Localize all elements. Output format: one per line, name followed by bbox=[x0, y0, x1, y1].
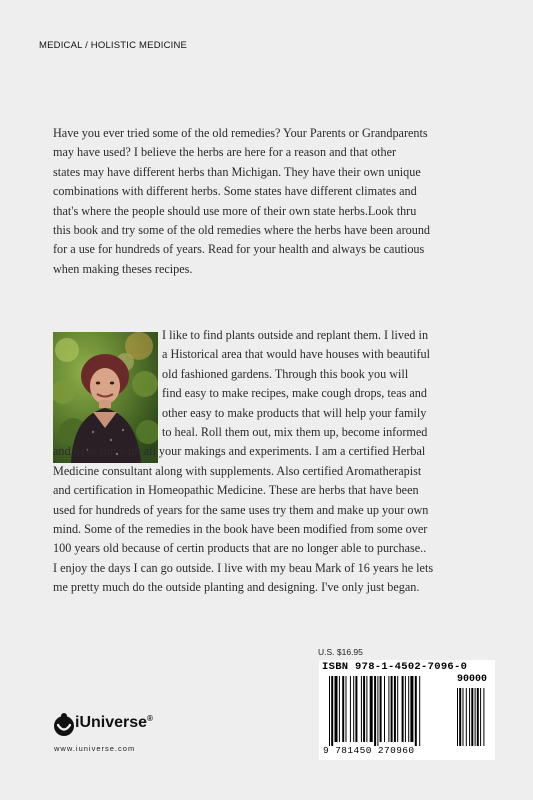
description-line: this book and try some of the old remedies where the herbs have been around bbox=[53, 223, 431, 238]
description-line: when making theses recipes. bbox=[53, 261, 193, 276]
bio-line: to heal. Roll them out, mix them up, become informed bbox=[162, 425, 428, 440]
bio-line: 100 years old because of certin products that are no longer able to purchase.. bbox=[53, 541, 427, 556]
isbn-barcode bbox=[319, 660, 495, 760]
bio-line: I enjoy the days I can go outside. I live with my beau Mark of 16 years he lets bbox=[53, 560, 434, 575]
bio-line: find easy to make recipes, make cough drops, teas and bbox=[162, 386, 427, 401]
barcode-digits: 9 781450 270960 bbox=[323, 745, 415, 756]
bio-line: me pretty much do the outside planting and designing. I've only just began. bbox=[53, 580, 420, 595]
description-line: states may have different herbs than Michigan. They have their own unique bbox=[53, 164, 421, 179]
bio-line: and have fun with all your makings and experiments. I am a certified Herbal bbox=[53, 444, 426, 459]
bio-line: other easy to make products that will help your family bbox=[162, 405, 427, 420]
publisher-name-text: iUniverse bbox=[75, 714, 148, 731]
publisher-name bbox=[75, 714, 153, 732]
bio-line: I like to find plants outside and replant them. I lived in bbox=[162, 328, 429, 342]
trademark-symbol: ® bbox=[147, 714, 153, 723]
iuniverse-logo-icon bbox=[53, 712, 75, 738]
bio-line: mind. Some of the remedies in the book have been modified from some over bbox=[53, 522, 428, 537]
description-line: Have you ever tried some of the old remedies? Your Parents or Grandparents bbox=[53, 126, 428, 140]
book-description bbox=[53, 124, 498, 279]
bio-line: used for hundreds of years for the same uses try them and make up your own bbox=[53, 502, 429, 517]
bio-line: a Historical area that would have houses with beautiful bbox=[162, 347, 431, 362]
description-line: may have used? I believe the herbs are here for a reason and that other bbox=[53, 145, 397, 160]
bio-line: old fashioned gardens. Through this book you will bbox=[162, 366, 409, 381]
description-line: that's where the people should use more of their own state herbs.Look thru bbox=[53, 203, 417, 218]
bio-line: and certification in Homeopathic Medicine. These are herbs that have been bbox=[53, 483, 419, 498]
publisher-url: www.iuniverse.com bbox=[54, 744, 136, 753]
bio-line: Medicine consultant along with supplements. Also certified Aromatherapist bbox=[53, 463, 422, 478]
price-label: U.S. $16.95 bbox=[318, 647, 363, 657]
description-line: combinations with different herbs. Some states have different climates and bbox=[53, 184, 417, 199]
description-line: for a use for hundreds of years. Read for your health and always be cautious bbox=[53, 242, 425, 257]
author-bio bbox=[53, 326, 513, 598]
book-category: MEDICAL / HOLISTIC MEDICINE bbox=[39, 40, 188, 51]
price-addon-code: 90000 bbox=[457, 674, 488, 685]
isbn-label: ISBN 978-1-4502-7096-0 bbox=[322, 661, 468, 673]
